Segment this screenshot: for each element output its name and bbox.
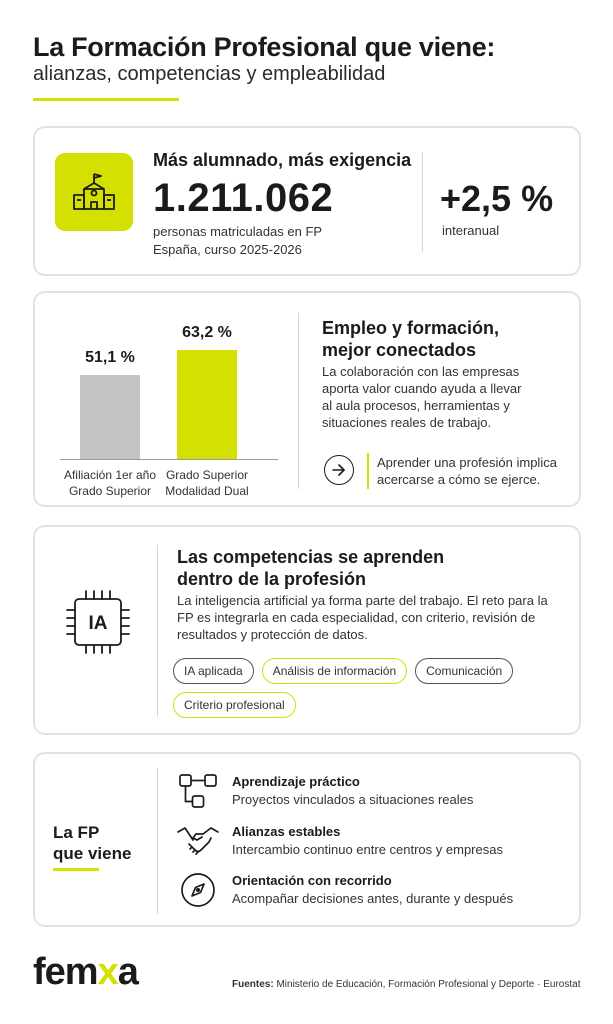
future-title [53, 822, 163, 864]
competency-tags [173, 658, 553, 718]
bar-1 [80, 375, 140, 459]
future-item-desc-3: Acompañar decisiones antes, durante y después [232, 891, 514, 906]
page-subtitle: alianzas, competencias y empleabilidad [33, 63, 386, 85]
logo-text-fem: fem [33, 951, 98, 993]
tag-analisis-informacion: Análisis de información [262, 658, 407, 684]
employment-body: La colaboración con las empresas aporta valor cuando ayuda a llevar al aula procesos, herramientas y situaciones reales de trabajo. [322, 364, 522, 430]
school-icon [55, 153, 133, 231]
ai-chip-label: IA [88, 613, 108, 634]
future-item-desc-2: Intercambio continuo entre centros y empresas [232, 842, 503, 857]
enrollment-description [153, 223, 373, 259]
future-card [33, 752, 581, 927]
future-accent-rule [53, 868, 99, 871]
employment-note: Aprender una profesión implica acercarse a cómo se ejerce. [377, 455, 557, 487]
enrollment-value: 1.211.062 [153, 176, 334, 220]
future-item-title-2: Alianzas estables [232, 824, 341, 839]
enrollment-desc-line2: España, curso 2025-2026 [153, 242, 302, 257]
logo-text-a: a [117, 951, 138, 993]
enrollment-change: +2,5 % [440, 178, 554, 219]
arrow-right-icon [324, 455, 354, 485]
logo-text-x: x [97, 951, 118, 993]
employment-heading: Empleo y formación, mejor conectados [322, 318, 500, 360]
future-title-line1: La FP [53, 823, 100, 842]
enrollment-desc-line1: personas matriculadas en FP [153, 224, 323, 239]
enrollment-heading: Más alumnado, más exigencia [153, 150, 412, 170]
employment-bar-chart [35, 293, 295, 509]
future-divider [157, 768, 158, 914]
handshake-icon [177, 820, 219, 862]
sources-line [232, 979, 580, 990]
ai-chip-icon [63, 587, 133, 662]
future-title-line2: que viene [53, 844, 132, 863]
enrollment-divider [422, 152, 423, 252]
future-item-title-3: Orientación con recorrido [232, 873, 392, 888]
competencies-heading: Las competencias se aprenden dentro de la profesión [177, 547, 445, 589]
sources-label: Fuentes: [232, 979, 274, 990]
tag-comunicacion: Comunicación [415, 658, 513, 684]
category-label-1: Afiliación 1er año Grado Superior [63, 468, 157, 498]
competencies-card [33, 525, 581, 735]
competencies-body: La inteligencia artificial ya forma parte del trabajo. El reto para la FP es integrarla en cada especialidad, con criterio, revisión de resultados y protección de datos. [177, 593, 548, 642]
employment-divider [298, 313, 299, 489]
competencies-divider [157, 545, 158, 717]
bar-value-label-1: 51,1 % [85, 349, 135, 366]
workflow-icon [177, 770, 219, 812]
note-accent-bar [367, 453, 369, 489]
bar-2 [177, 350, 237, 459]
femxa-logo [33, 951, 138, 994]
employment-card [33, 291, 581, 507]
page-title: La Formación Profesional que viene: [33, 32, 496, 62]
future-item-title-1: Aprendizaje práctico [232, 774, 360, 789]
compass-icon [177, 869, 219, 911]
category-label-2: Grado Superior Modalidad Dual [165, 468, 249, 498]
future-item-desc-1: Proyectos vinculados a situaciones reales [232, 792, 474, 807]
enrollment-card [33, 126, 581, 276]
bar-value-label-2: 63,2 % [182, 324, 232, 341]
chart-baseline [60, 459, 278, 460]
tag-criterio-profesional: Criterio profesional [173, 692, 296, 718]
enrollment-change-label: interanual [442, 223, 500, 238]
tag-ia-aplicada: IA aplicada [173, 658, 254, 684]
sources-text: Ministerio de Educación, Formación Profesional y Deporte · Eurostat [273, 979, 581, 990]
title-accent-rule [33, 98, 179, 101]
